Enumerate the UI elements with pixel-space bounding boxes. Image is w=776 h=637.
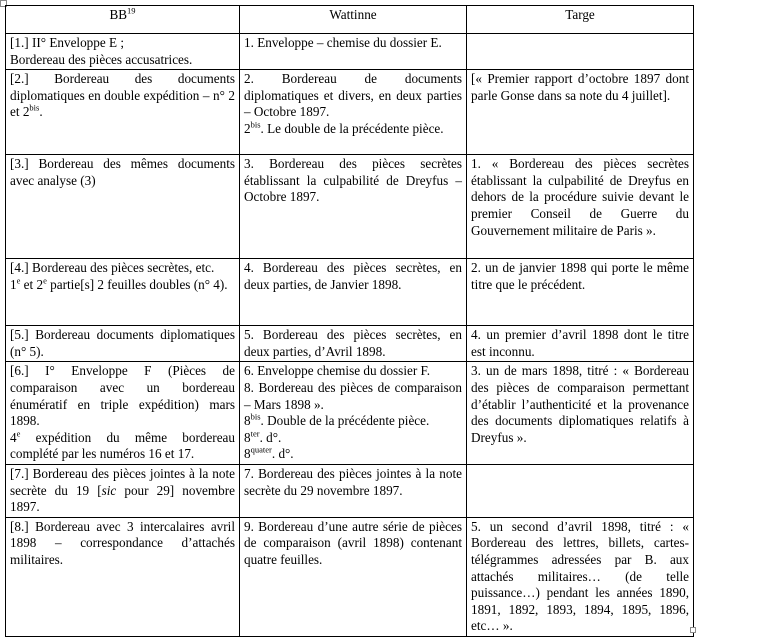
cell-wattinne	[240, 70, 467, 155]
cell-paragraph	[471, 363, 689, 446]
table-row	[6, 362, 694, 465]
cell-text: [3.] Bordereau des mêmes documents avec analyse (3)	[10, 156, 235, 188]
cell-paragraph	[10, 35, 235, 52]
cell-paragraph	[10, 430, 235, 463]
cell-text: . d°.	[259, 429, 282, 445]
cell-text: sic	[101, 482, 117, 498]
cell-bb	[6, 464, 240, 517]
cell-paragraph	[244, 413, 462, 430]
cell-paragraph	[471, 156, 689, 239]
cell-bb	[6, 326, 240, 362]
cell-text: 8	[244, 446, 251, 462]
table-row	[6, 70, 694, 155]
cell-paragraph	[471, 71, 689, 104]
cell-text: bis	[250, 119, 261, 130]
cell-targe	[467, 362, 694, 465]
table-row	[6, 34, 694, 70]
cell-paragraph	[244, 380, 462, 413]
cell-text: .	[39, 104, 43, 120]
cell-paragraph	[244, 260, 462, 293]
cell-text: bis	[250, 411, 261, 422]
cell-text: 1	[10, 276, 17, 292]
cell-text: . Le double de la précédente pièce.	[260, 120, 444, 136]
cell-targe	[467, 70, 694, 155]
header-bb: BB$^{19}$	[6, 6, 240, 34]
cell-text: e	[16, 428, 21, 439]
table-row	[6, 517, 694, 636]
cell-paragraph	[10, 363, 235, 429]
cell-paragraph	[10, 466, 235, 516]
table-row	[6, 464, 694, 517]
cell-text: 2	[244, 120, 251, 136]
cell-text: 2. Bordereau de documents diplomatiques et divers, en deux parties – Octobre 1897.	[244, 71, 462, 120]
cell-text: 4	[10, 429, 17, 445]
cell-bb	[6, 155, 240, 259]
cell-text: [8.] Bordereau avec 3 intercalaires avril 1898 – correspondance d’attachés militaires.	[10, 518, 235, 567]
cell-paragraph	[10, 156, 235, 189]
cell-text: 8. Bordereau des pièces de comparaison – Mars 1898 ».	[244, 379, 462, 412]
cell-text: [2.] Bordereau des documents diplomatiques en double expédition – n° 2 et 2	[10, 71, 235, 120]
header-targe: Targe	[467, 6, 694, 34]
cell-text: e	[16, 275, 21, 286]
cell-text: [4.] Bordereau des pièces secrètes, etc.	[10, 260, 215, 276]
cell-text: [« Premier rapport d’octobre 1897 dont parle Gonse dans sa note du 4 juillet].	[471, 71, 689, 103]
concordance-table	[5, 5, 694, 637]
cell-text: ter	[250, 428, 260, 439]
cell-paragraph	[471, 327, 689, 360]
cell-paragraph	[244, 519, 462, 569]
table-row	[6, 326, 694, 362]
cell-text: 3. un de mars 1898, titré : « Bordereau des pièces de comparaison permettant d’établir l’authenticité et la provenance des documents diplomatiques relatifs à Dreyfus ».	[471, 363, 689, 445]
cell-paragraph	[10, 277, 235, 294]
cell-wattinne	[240, 517, 467, 636]
cell-text: 8	[244, 413, 251, 429]
cell-paragraph	[10, 519, 235, 569]
cell-targe	[467, 464, 694, 517]
cell-text: 6. Enveloppe chemise du dossier F.	[244, 363, 431, 379]
cell-paragraph	[244, 430, 462, 447]
cell-targe	[467, 34, 694, 70]
cell-bb	[6, 70, 240, 155]
cell-bb	[6, 517, 240, 636]
cell-text: [5.] Bordereau documents diplomatiques (n° 5).	[10, 327, 235, 359]
cell-text: partie[s] 2 feuilles doubles (n° 4).	[46, 276, 228, 292]
cell-wattinne	[240, 464, 467, 517]
cell-paragraph	[244, 446, 462, 463]
cell-text: 9. Bordereau d’une autre série de pièces de comparaison (avril 1898) contenant quatre feuilles.	[244, 518, 462, 567]
cell-text: [7.] Bordereau des pièces jointes à la note secrète du 19 [	[10, 465, 235, 498]
cell-text: quater	[250, 444, 272, 455]
cell-paragraph	[244, 156, 462, 206]
cell-paragraph	[244, 466, 462, 499]
cell-wattinne	[240, 34, 467, 70]
cell-text: 4. un premier d’avril 1898 dont le titre est inconnu.	[471, 327, 689, 359]
header-wattinne: Wattinne	[240, 6, 467, 34]
cell-text: e	[43, 275, 47, 286]
cell-paragraph	[471, 260, 689, 293]
cell-text: [6.] I° Enveloppe F (Pièces de comparaison avec un bordereau énumératif en triple expédition) mars 1898.	[10, 363, 235, 429]
cell-paragraph	[10, 71, 235, 121]
cell-paragraph	[471, 519, 689, 635]
cell-paragraph	[244, 363, 462, 380]
cell-paragraph	[10, 260, 235, 277]
cell-paragraph	[244, 121, 462, 138]
cell-text: [1.] II° Enveloppe E ;	[10, 35, 125, 50]
cell-text: . d°.	[271, 446, 294, 462]
cell-wattinne	[240, 259, 467, 326]
cell-wattinne	[240, 326, 467, 362]
cell-text: 7. Bordereau des pièces jointes à la note secrète du 29 novembre 1897.	[244, 465, 462, 498]
cell-targe	[467, 326, 694, 362]
cell-targe	[467, 155, 694, 259]
cell-text: 3. Bordereau des pièces secrètes établissant la culpabilité de Dreyfus – Octobre 1897.	[244, 156, 462, 205]
cell-wattinne	[240, 155, 467, 259]
cell-text: 1. Enveloppe – chemise du dossier E.	[244, 35, 442, 50]
cell-text: Bordereau des pièces accusatrices.	[10, 51, 193, 67]
cell-text: pour 29] novembre 1897.	[10, 482, 235, 515]
cell-text: 1. « Bordereau des pièces secrètes établissant la culpabilité de Dreyfus en dehors de la procédure suivie devant le premier Conseil de Guerre du Gouvernement militaire de Paris ».	[471, 156, 689, 238]
cell-targe	[467, 517, 694, 636]
header-row	[6, 6, 694, 34]
cell-targe	[467, 259, 694, 326]
cell-paragraph	[244, 327, 462, 360]
cell-text: 4. Bordereau des pièces secrètes, en deux parties, de Janvier 1898.	[244, 260, 462, 292]
table-row	[6, 155, 694, 259]
cell-text: 8	[244, 429, 251, 445]
cell-text: 5. Bordereau des pièces secrètes, en deux parties, d’Avril 1898.	[244, 327, 462, 359]
cell-text: expédition du même bordereau complété par les numéros 16 et 17.	[10, 429, 235, 462]
cell-text: 2. un de janvier 1898 qui porte le même titre que le précédent.	[471, 260, 689, 292]
cell-text: 5. un second d’avril 1898, titré : « Bordereau des lettres, billets, cartes-télégrammes adressées par B. aux attachés militaires… (de telle puissance…) pendant les années 1890, 1891, 1892, 1893, 1894, 1895, 1896, etc… ».	[471, 518, 689, 634]
cell-bb	[6, 34, 240, 70]
cell-bb	[6, 259, 240, 326]
cell-paragraph	[244, 71, 462, 121]
table-row	[6, 259, 694, 326]
cell-text: bis	[29, 102, 40, 113]
cell-wattinne	[240, 362, 467, 465]
cell-bb	[6, 362, 240, 465]
cell-text: et 2	[20, 276, 44, 292]
cell-paragraph	[10, 327, 235, 360]
table-resize-handle[interactable]	[690, 627, 696, 633]
cell-paragraph	[10, 52, 235, 69]
cell-paragraph	[244, 35, 462, 52]
cell-text: . Double de la précédente pièce.	[260, 413, 430, 429]
